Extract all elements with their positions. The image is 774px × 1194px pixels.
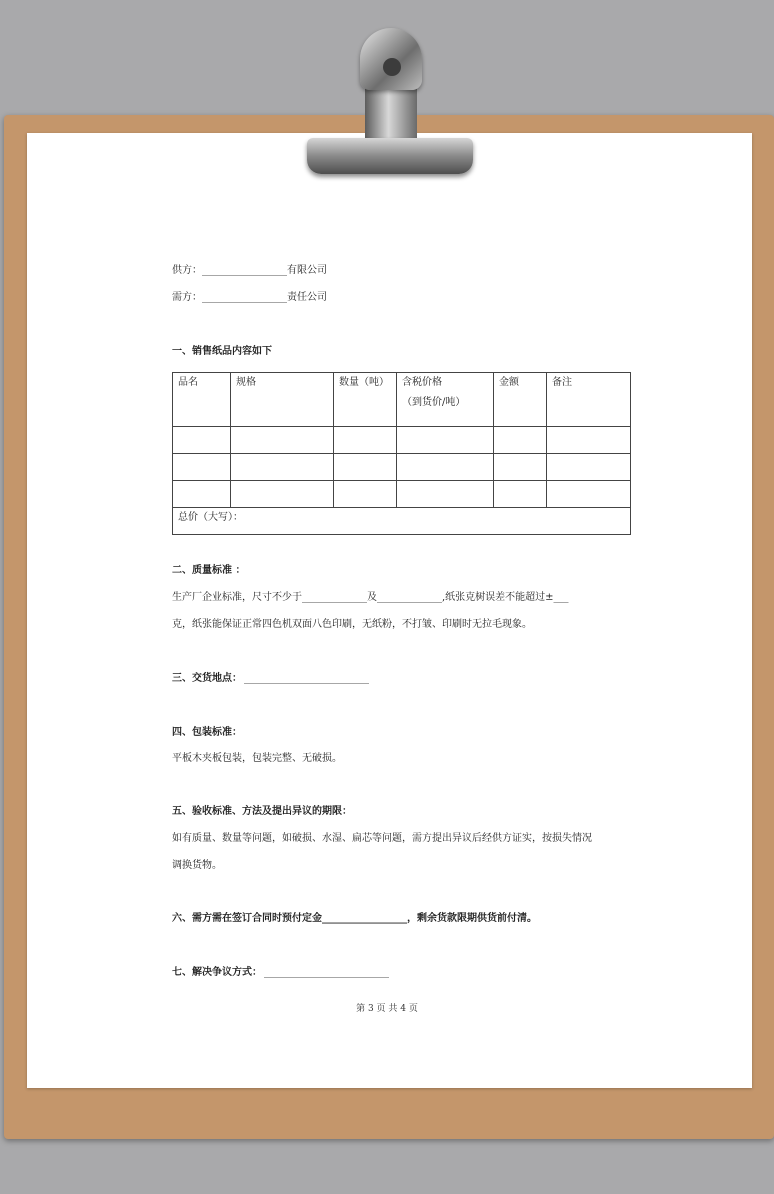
table-row: [173, 427, 631, 454]
supplier-line: 供方：_________________有限公司: [172, 265, 327, 276]
header-cell-spec: 规格: [231, 373, 334, 427]
header-cell-qty: 数量（吨）: [334, 373, 397, 427]
section3-title: 三、交货地点：: [172, 673, 242, 684]
section5-line2: 调换货物。: [172, 860, 222, 871]
total-label: 总价（大写）：: [173, 508, 631, 535]
clip-base: [307, 138, 473, 174]
header-cell-amount: 金额: [494, 373, 547, 427]
header-cell-name: 品名: [173, 373, 231, 427]
section4-text: 平板木夹板包装，包装完整、无破损。: [172, 753, 342, 764]
price-note: （到货价/吨）: [402, 397, 466, 408]
total-row: [173, 508, 631, 535]
section6-text: 六、需方需在签订合同时预付定金_________________，剩余货款限期供货前付清。: [172, 913, 537, 924]
section2-line2: 克，纸张能保证正常四色机双面八色印刷，无纸粉，不打皱、印刷时无拉毛现象。: [172, 619, 532, 630]
section5-line1: 如有质量、数量等问题，如破损、水湿、扁芯等问题，需方提出异议后经供方证实，按损失情况: [172, 833, 592, 844]
section7-blank: _________________________: [264, 967, 389, 978]
section4-title: 四、包装标准：: [172, 727, 242, 738]
clip-neck: [365, 85, 417, 145]
buyer-line: 需方：_________________责任公司: [172, 292, 327, 303]
goods-table: [172, 372, 631, 535]
clip-hole: [383, 58, 401, 76]
header-cell-price: [397, 373, 494, 427]
section5-title: 五、验收标准、方法及提出异议的期限：: [172, 806, 352, 817]
section2-title: 二、质量标准 ：: [172, 565, 246, 576]
table-row: [173, 481, 631, 508]
section7-title: 七、解决争议方式：: [172, 967, 262, 978]
section1-title: 一、销售纸品内容如下: [172, 346, 272, 357]
price-label: 含税价格: [402, 377, 442, 388]
contract-page: [27, 133, 752, 1088]
table-header-row: [173, 373, 631, 427]
section2-line1: 生产厂企业标准，尺寸不少于_____________及_____________,纸张克树误差不能超过±___: [172, 592, 569, 603]
section3-blank: _________________________: [244, 673, 369, 684]
page-footer: 第 3 页 共 4 页: [356, 1004, 418, 1014]
header-cell-remark: 备注: [547, 373, 631, 427]
table-row: [173, 454, 631, 481]
